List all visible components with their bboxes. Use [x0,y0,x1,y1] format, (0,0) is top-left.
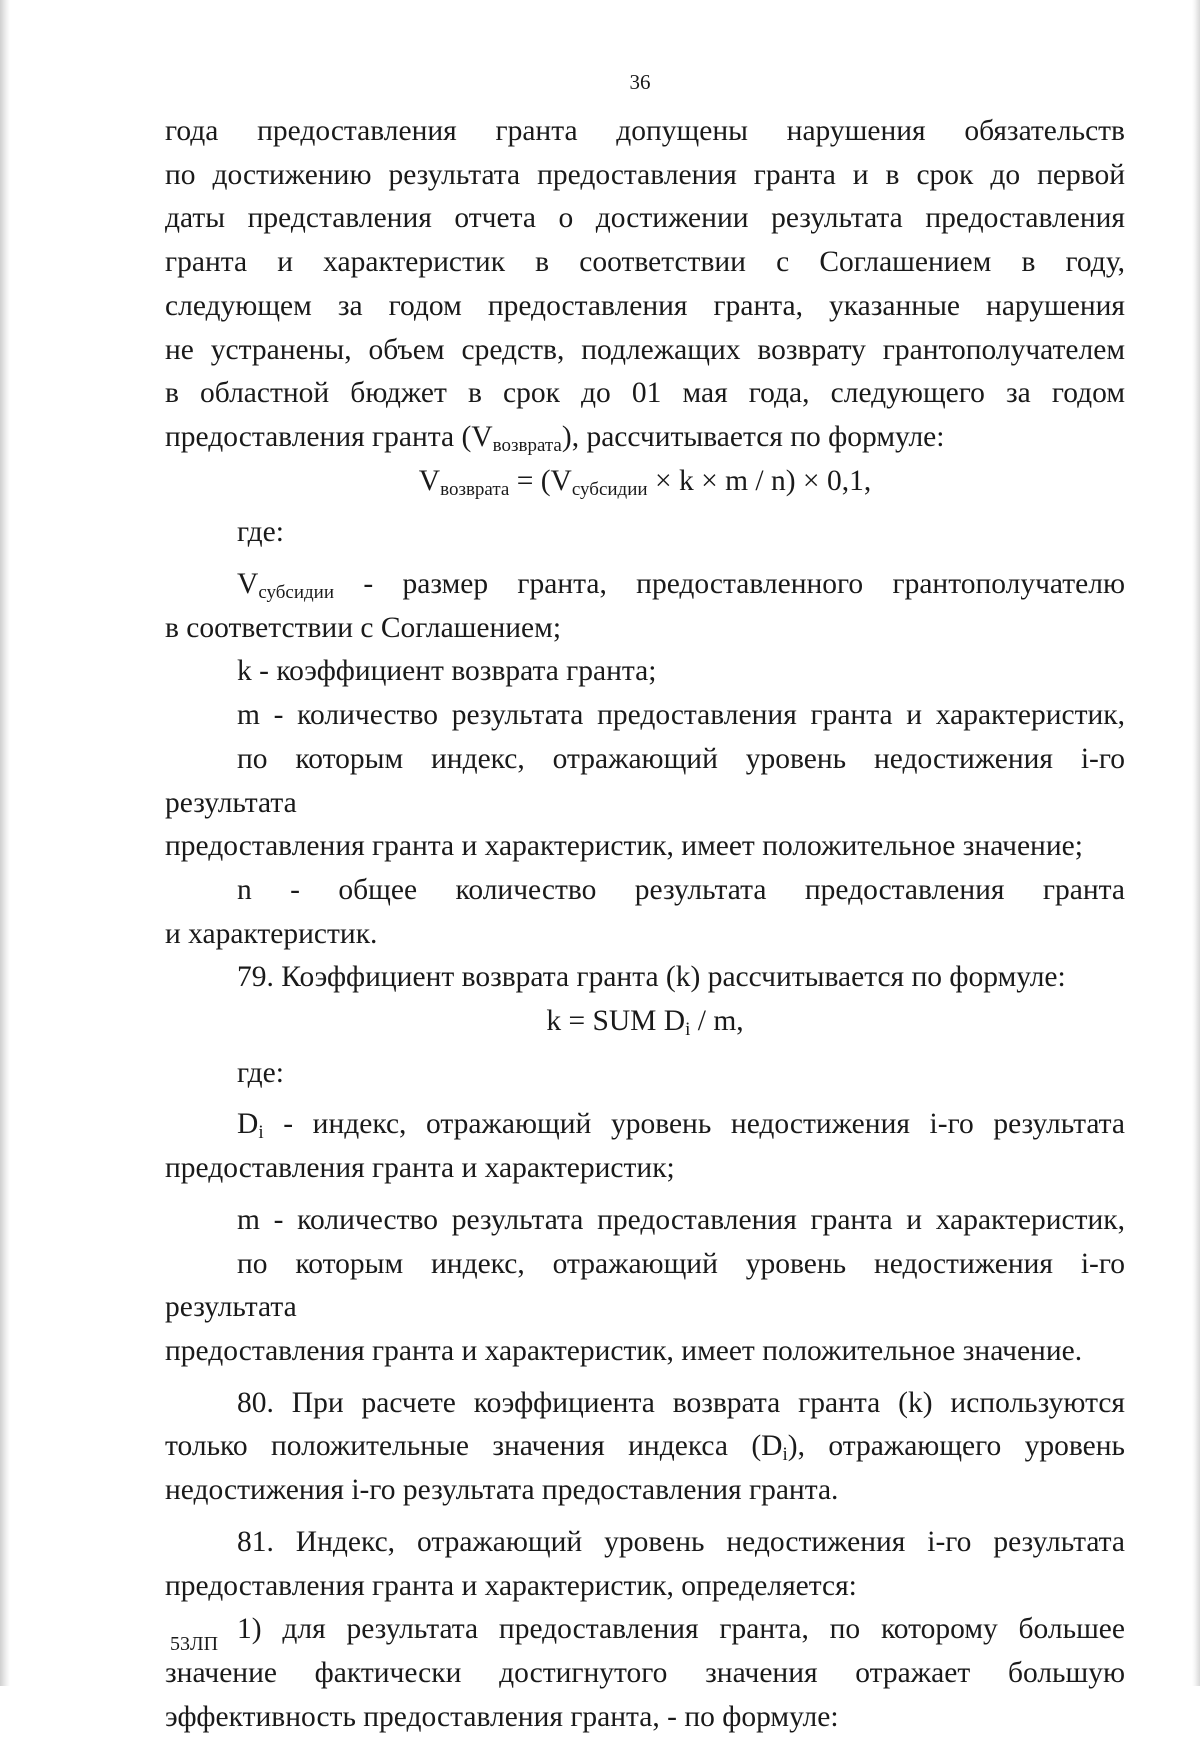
definition-v-subsidy-cont: в соответствии с Соглашением; [165,611,562,644]
formula-return-volume: $V_{возврата} = (V_{субсидии} \times k \times m / n) \times 0,1$, [418,464,872,500]
formula-coefficient: k = SUM $D_i$ / m, [546,1005,744,1041]
paragraph-81-item-1-line2: значение фактически достигнутого значения отражает большую [165,1656,1125,1689]
paragraph-80-end: недостижения i-го результата предоставления гранта. [165,1474,839,1507]
definition-v-subsidy: $V_{субсидии}$ - размер гранта, предоставленного грантополучателю [237,568,1125,604]
scan-edge-left [0,0,10,1686]
definition-d-end: предоставления гранта и характеристик; [165,1152,675,1185]
definition-n: n - общее количество результата предоставления гранта [237,873,1125,906]
definition-k: k - коэффициент возврата гранта; [237,655,657,688]
definition-m-2: m - количество результата предоставления гранта и характеристик, по которым индекс, отражающий уровень недостижения i-го результата [165,1203,1125,1324]
where-label: где: [237,516,284,549]
paragraph-continuation-end: предоставления гранта $(V_{возврата})$, рассчитывается по формуле: [165,420,945,456]
definition-m-end: предоставления гранта и характеристик, имеет положительное значение; [165,830,1083,863]
paragraph-79: 79. Коэффициент возврата гранта (k) рассчитывается по формуле: [237,961,1066,994]
document-body [165,110,1125,1739]
definition-m-2-end: предоставления гранта и характеристик, имеет положительное значение. [165,1334,1083,1367]
definition-n-end: и характеристик. [165,917,378,950]
paragraph-81-end: предоставления гранта и характеристик, определяется: [165,1569,857,1602]
definition-d: $D_i$ - индекс, отражающий уровень недостижения i-го результата [237,1108,1125,1144]
paragraph-continuation: года предоставления гранта допущены нарушения обязательств по достижению результата предоставления гранта и в срок до первой даты представления отчета о достижении результата предоставления гранта и характеристик в соответствии с Соглашением в году, следующем за годом предоставления гранта, указанные нарушения не устранены, объем средств, подлежащих возврату грантополучателем в областной бюджет в срок до 01 мая года, следующего за годом [165,115,1125,410]
scan-edge-right [1192,0,1200,1686]
document-code: 53ЛП [170,1633,219,1655]
paragraph-80: 80. При расчете коэффициента возврата гранта (k) используются [237,1386,1125,1419]
page-number: 36 [629,70,651,94]
paragraph-80-line2: только положительные значения индекса $(D_i)$, отражающего уровень [165,1430,1126,1466]
where-label-2: где: [237,1056,284,1089]
paragraph-81-item-1: 1) для результата предоставления гранта, по которому большее [237,1613,1125,1646]
paragraph-81-item-1-end: эффективность предоставления гранта, - по формуле: [165,1700,839,1733]
definition-m: m - количество результата предоставления гранта и характеристик, по которым индекс, отражающий уровень недостижения i-го результата [165,699,1125,819]
paragraph-81: 81. Индекс, отражающий уровень недостижения i-го результата [237,1525,1125,1558]
